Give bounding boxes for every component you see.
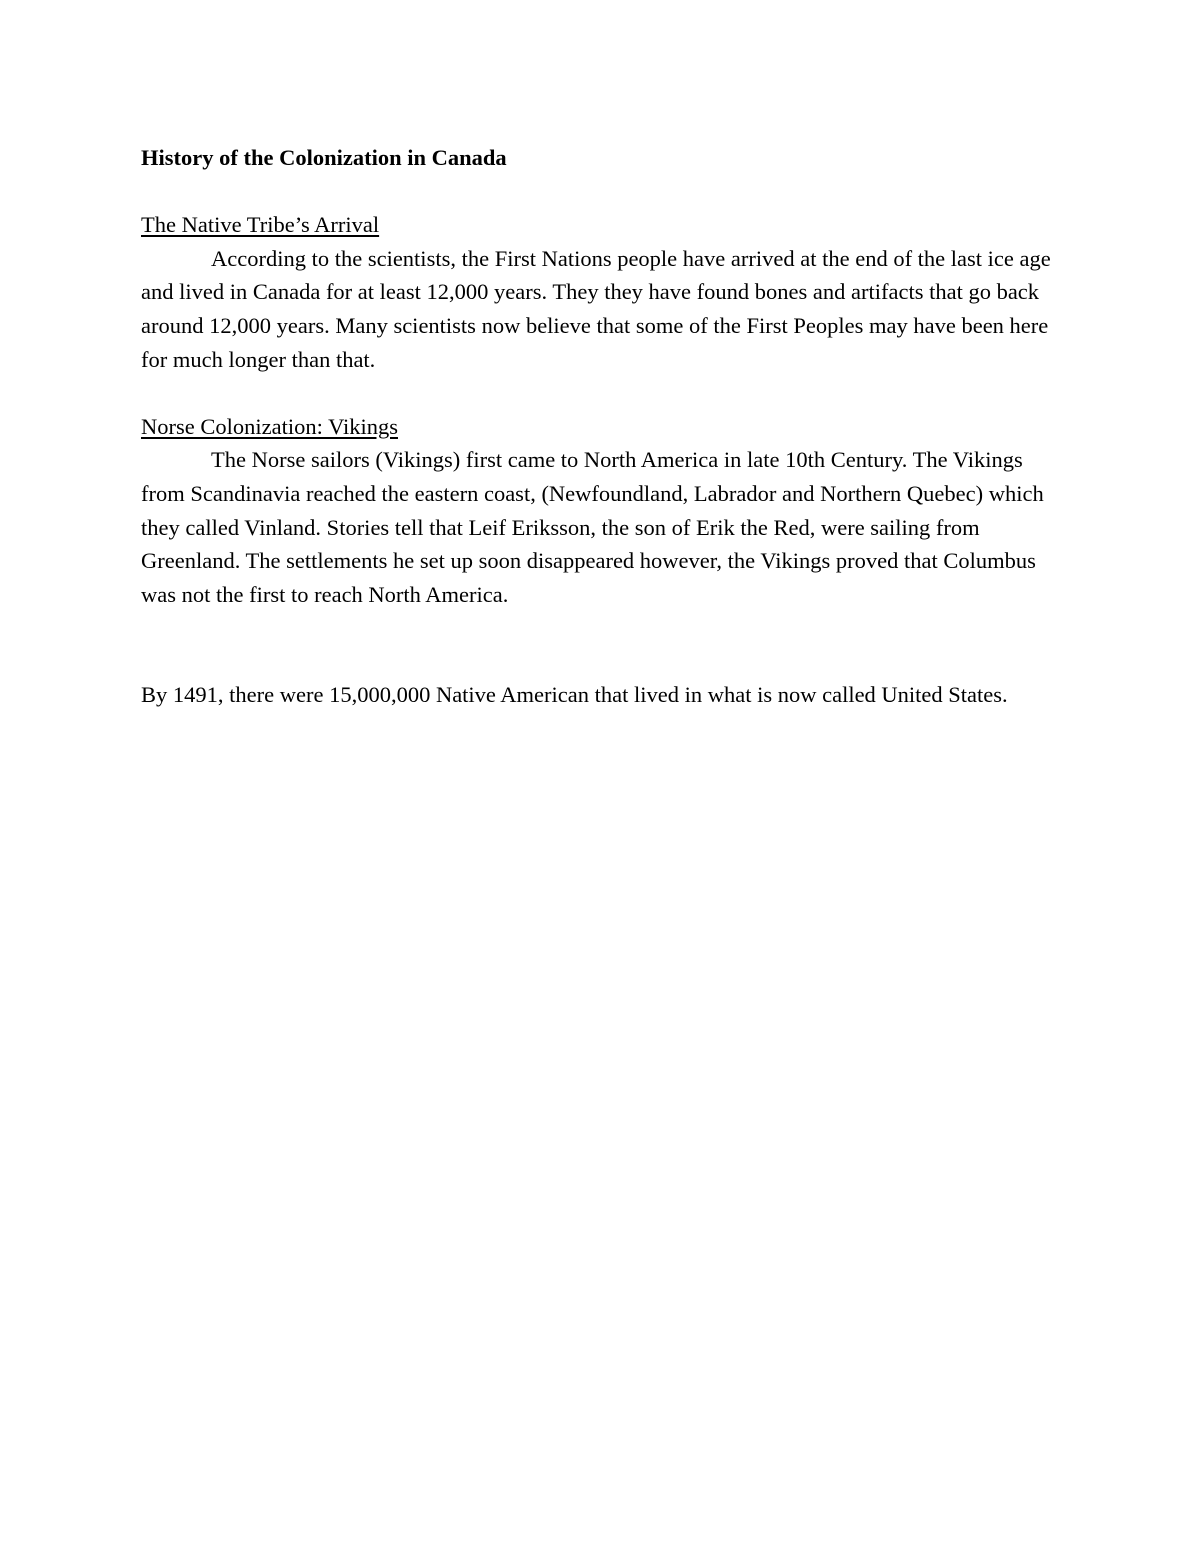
document-page xyxy=(141,141,1061,712)
document-title: History of the Colonization in Canada xyxy=(141,145,507,170)
closing-paragraph: By 1491, there were 15,000,000 Native American that lived in what is now called United States. xyxy=(141,682,1008,708)
section-heading: Norse Colonization: Vikings xyxy=(141,413,398,439)
section-norse-colonization xyxy=(141,410,1061,612)
section-paragraph: The Norse sailors (Vikings) first came to North America in late 10th Century. The Vikings from Scandinavia reached the eastern coast, (Newfoundland, Labrador and Northern Quebec) which they called Vinland. Stories tell that Leif Eriksson, the son of Erik the Red, were sailing from Greenland. The settlements he set up soon disappeared however, the Vikings proved that Columbus was not the first to reach North America. xyxy=(141,447,1044,607)
section-heading: The Native Tribe’s Arrival xyxy=(141,212,380,238)
section-paragraph: According to the scientists, the First Nations people have arrived at the end of the last ice age and lived in Canada for at least 12,000 years. They they have found bones and artifacts that go back around 12,000 years. Many scientists now believe that some of the First Peoples may have been here for much longer than that. xyxy=(141,245,1051,372)
section-native-arrival xyxy=(141,208,1061,376)
